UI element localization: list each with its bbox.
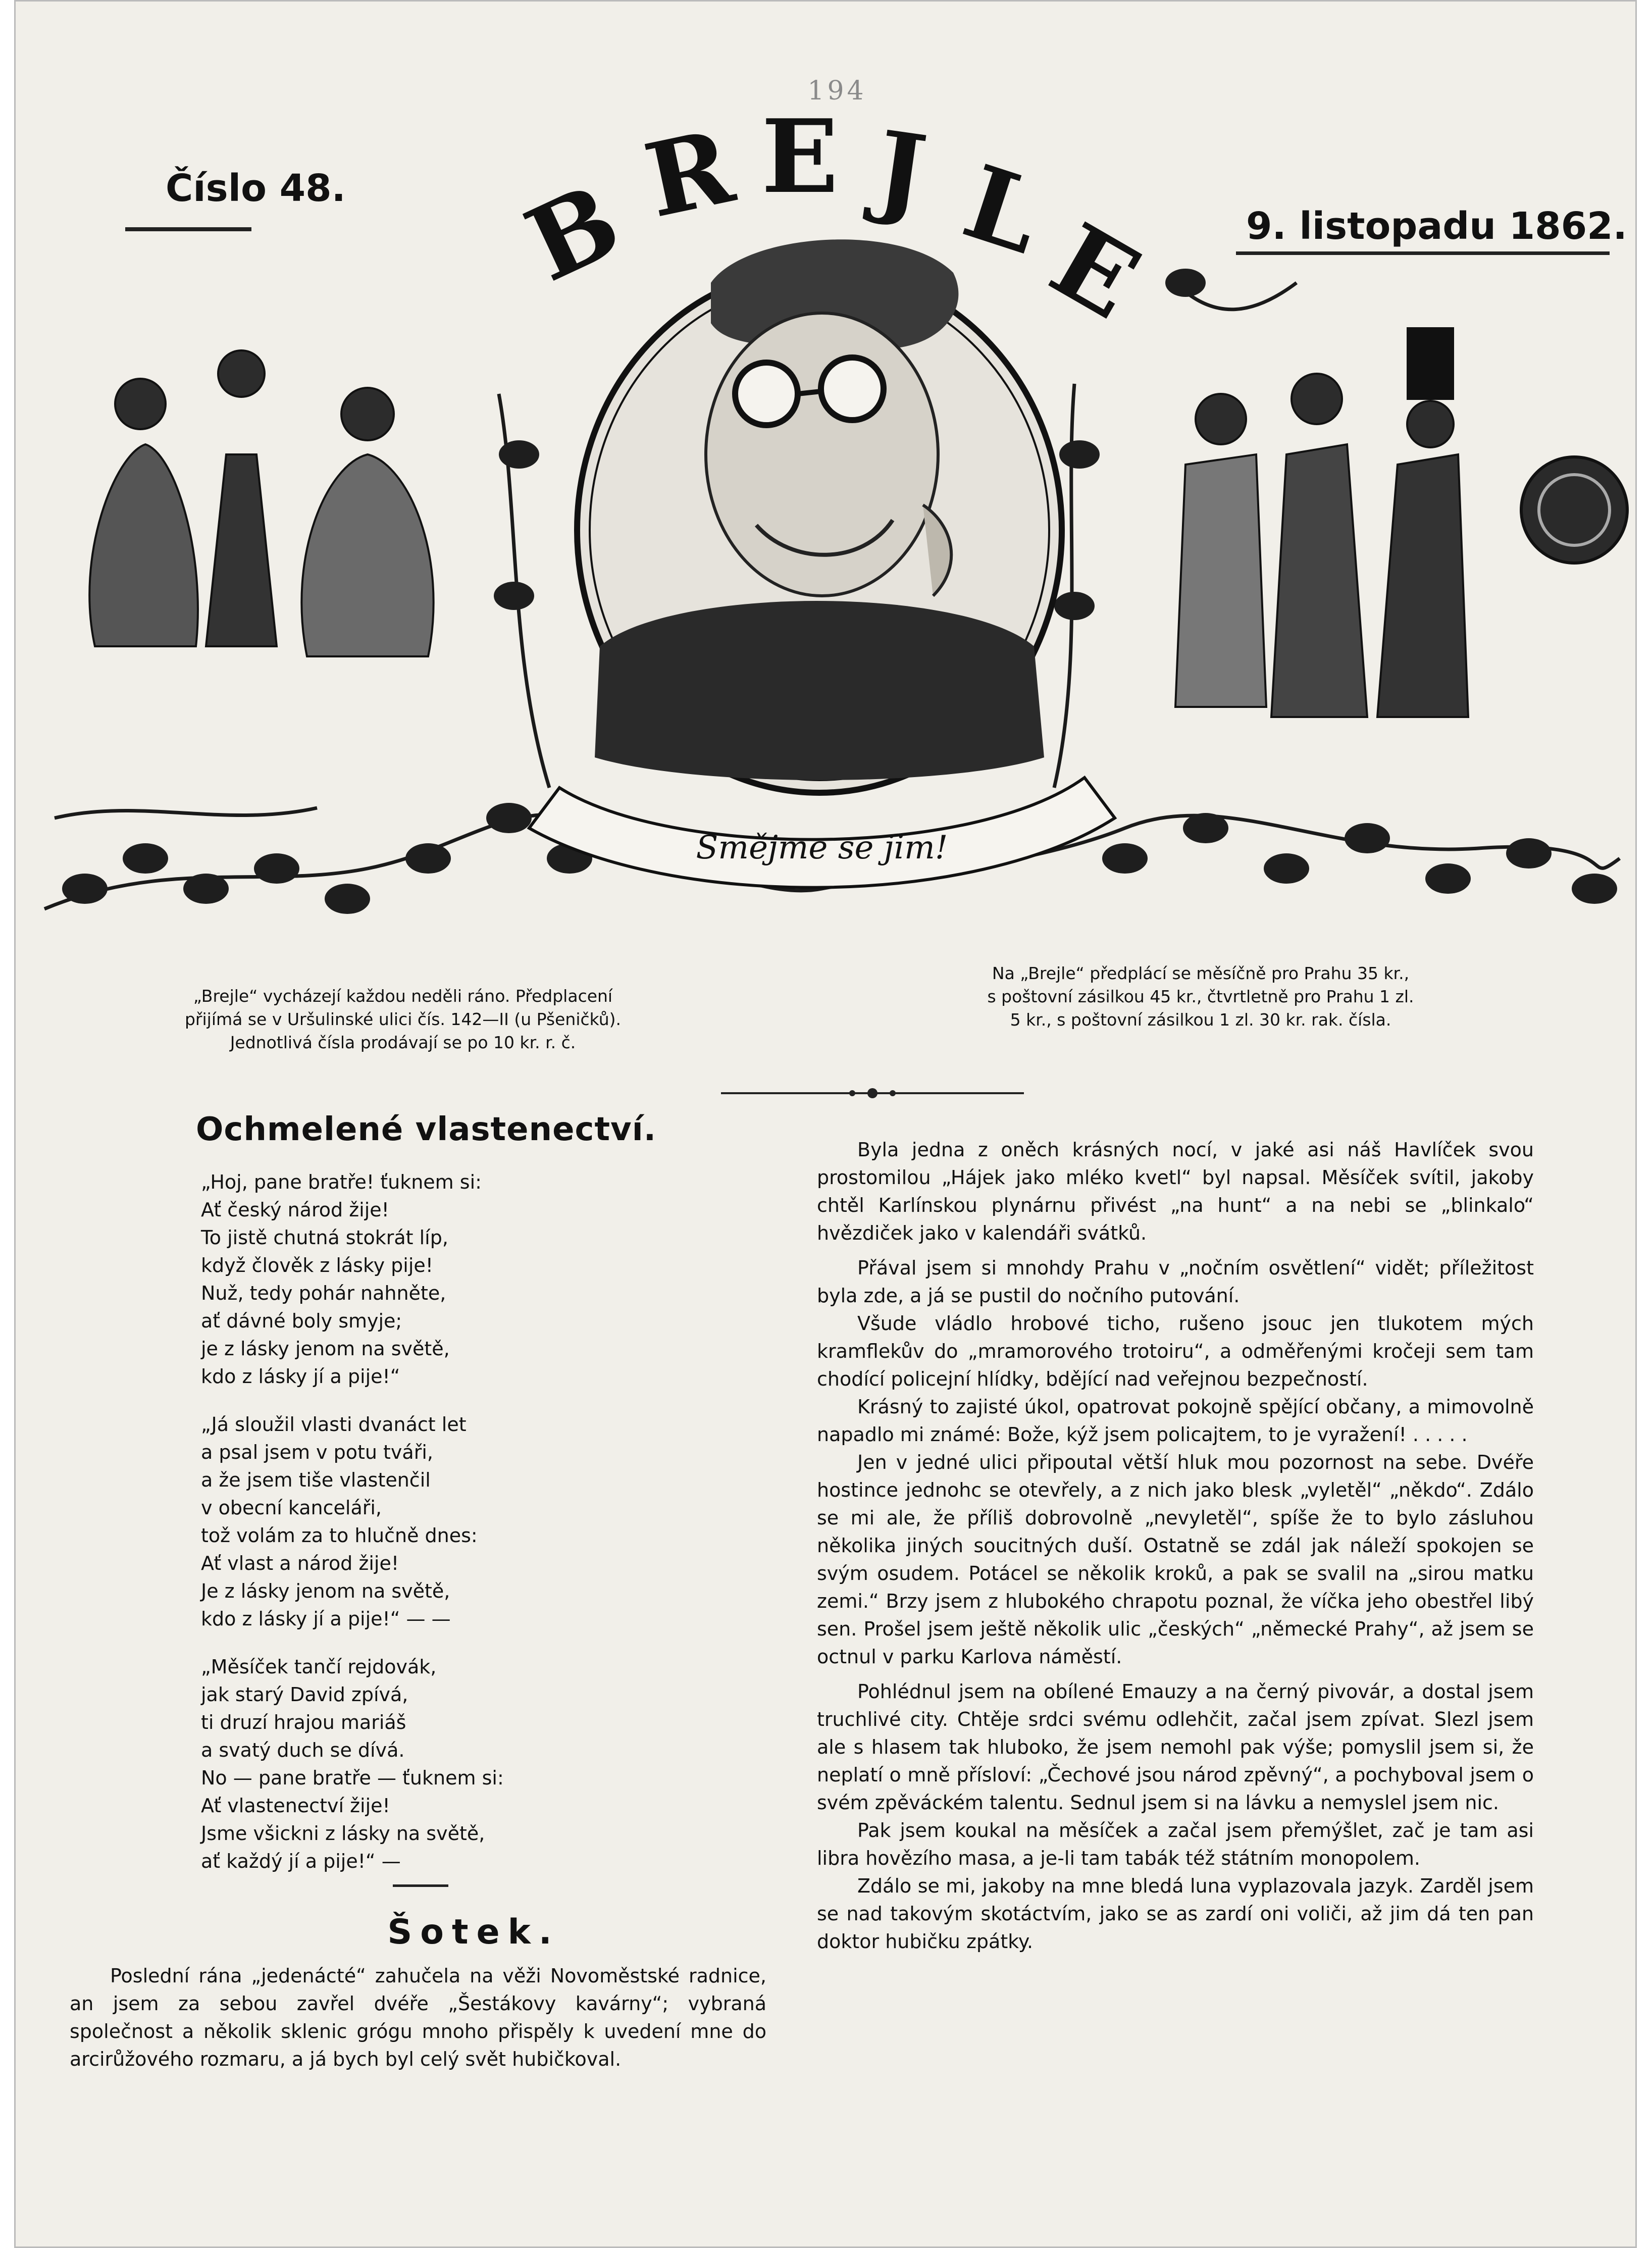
poem-line: kdo z lásky jí a pije!“ — —: [201, 1608, 451, 1630]
issue-date: 9. listopadu 1862.: [1246, 205, 1627, 248]
subscription-right: [923, 962, 1478, 1032]
section-rule: [393, 1884, 448, 1887]
spectacled-old-man-portrait: [577, 239, 1062, 793]
poem-line: a svatý duch se dívá.: [201, 1739, 405, 1761]
poem-line: To jistě chutná stokrát líp,: [201, 1227, 448, 1249]
poem-line: je z lásky jenom na světě,: [201, 1338, 450, 1360]
svg-text:B: B: [509, 161, 637, 305]
poem-line: když člověk z lásky pije!: [201, 1254, 434, 1276]
article-paragraph: Krásný to zajisté úkol, opatrovat pokojně spějící občany, a mimovolně napadlo mi známé: Bože, kýž jsem policajtem, to je vyražení! . . . . .: [817, 1396, 1534, 1446]
svg-text:E: E: [1032, 201, 1158, 342]
subscription-left: [130, 985, 676, 1054]
poem-line: a psal jsem v potu tváři,: [201, 1441, 433, 1463]
subscription-right-line: s poštovní zásilkou 45 kr., čtvrtletně pro Prahu 1 zl.: [987, 987, 1414, 1006]
subscription-right-line: 5 kr., s poštovní zásilkou 1 zl. 30 kr. rak. čísla.: [1010, 1010, 1391, 1030]
poem-line: „Hoj, pane bratře! ťuknem si:: [201, 1171, 482, 1193]
dancing-ladies-figures: [89, 350, 433, 656]
article-paragraph: Přával jsem si mnohdy Prahu v „nočním osvětlení“ vidět; příležitost byla zde, a já se pustil do nočního putování.: [817, 1257, 1534, 1307]
poem-line: ať dávné boly smyje;: [201, 1310, 402, 1332]
poem-line: ať každý jí a pije!“ —: [201, 1850, 401, 1872]
subscription-left-line: Jednotlivá čísla prodávají se po 10 kr. r. č.: [230, 1033, 576, 1052]
article-title: Šotek.: [387, 1912, 560, 1952]
poem-line: jak starý David zpívá,: [201, 1683, 408, 1706]
article-paragraph: Pak jsem koukal na měsíček a začal jsem přemýšlet, zač je tam asi libra hovězího masa, a je-li tam tabák též státním monopolem.: [817, 1819, 1534, 1869]
article-paragraph: Byla jedna z oněch krásných nocí, v jaké asi náš Havlíček svou prostomilou „Hájek jako mléko kvetl“ byl napsal. Měsíček svítil, jakoby chtěl Karlínskou plynárnu přivést „na hunt“ a na nebi se „blinkalo“ hvězdiček jako v kalendáři svátků.: [817, 1139, 1534, 1244]
poem-stanza: [201, 1411, 766, 1633]
motto-text: Smějme se jim!: [696, 829, 948, 866]
svg-text:E: E: [761, 97, 839, 216]
poem-stanza: [201, 1653, 766, 1875]
poem-line: tož volám za to hlučně dnes:: [201, 1524, 478, 1547]
svg-text:L: L: [951, 142, 1055, 278]
poem-line: „Já sloužil vlasti dvanáct let: [201, 1413, 467, 1436]
right-column: [817, 1136, 1534, 1956]
masthead-illustration: [14, 0, 1637, 1091]
article-paragraph: Všude vládlo hrobové ticho, rušeno jsouc jen tlukotem mých kramflekův do „mramorového trotoiru“, a odměřenými kročeji sem tam chodící policejní hlídky, bdějící nad veřejnou bezpečností.: [817, 1312, 1534, 1390]
poem-line: Jsme všickni z lásky na světě,: [201, 1822, 485, 1845]
issue-number: Číslo 48.: [166, 167, 346, 210]
svg-text:J: J: [869, 108, 933, 233]
poem-line: kdo z lásky jí a pije!“: [201, 1365, 400, 1388]
header-rule-right: [1236, 251, 1610, 255]
poem-line: „Měsíček tančí rejdovák,: [201, 1656, 437, 1678]
poem-line: Ať vlastenectví žije!: [201, 1795, 390, 1817]
subscription-left-line: přijímá se v Uršulinské ulici čís. 142—II (u Pšeničků).: [184, 1009, 622, 1029]
poem-line: No — pane bratře — ťuknem si:: [201, 1767, 504, 1789]
poem-line: Je z lásky jenom na světě,: [201, 1580, 450, 1602]
left-column: [70, 1111, 766, 2073]
article-paragraph: Poslední rána „jedenácté“ zahučela na věži Novoměstské radnice, an jsem za sebou zavřel dvéře „Šestákovy kavárny“; vybraná společnost a několik sklenic grógu mnoho přispěly k uvedení mne do arcirůžového rozmaru, a já bych byl celý svět hubičkoval.: [70, 1965, 766, 2070]
svg-text:R: R: [636, 107, 743, 241]
page-number: 194: [807, 76, 867, 106]
subscription-right-line: Na „Brejle“ předplácí se měsíčně pro Prahu 35 kr.,: [992, 963, 1410, 983]
article-paragraph: Pohlédnul jsem na obílené Emauzy a na černý pivovár, a dostal jsem truchlivé city. Chtěje srdci svému odlehčit, začal jsem zpívat. Slezl jsem ale s hlasem tak hluboko, že jsem nemohl pak výše; pomyslil jsem si, že neplatí o mně přísloví: „Čechové jsou národ zpěvný“, a pochyboval jsem o svém zpěváckém talentu. Sednul jsem si na lávku a nemyslel jsem nic.: [817, 1680, 1534, 1814]
article-paragraph: Zdálo se mi, jakoby na mne bledá luna vyplazovala jazyk. Zarděl jsem se nad takovým skotáctvím, jako se as zardí oni voliči, až jim dá ten pan doktor hubičku zpátky.: [817, 1875, 1534, 1953]
poem-title: Ochmelené vlastenectví.: [196, 1111, 656, 1148]
ornament-divider: [721, 1083, 1024, 1103]
poem-stanza: [201, 1168, 766, 1391]
gentlemen-figures: [1175, 328, 1468, 717]
masthead-artwork: [14, 0, 1637, 1091]
poem-line: v obecní kanceláři,: [201, 1497, 382, 1519]
poem-line: ti druzí hrajou mariáš: [201, 1711, 406, 1733]
poem-line: a že jsem tiše vlastenčil: [201, 1469, 431, 1491]
subscription-left-line: „Brejle“ vycházejí každou neděli ráno. Předplacení: [193, 986, 613, 1006]
newspaper-page: [14, 0, 1637, 2248]
round-stamp-seal: [1521, 457, 1627, 563]
poem-line: Nuž, tedy pohár nahněte,: [201, 1282, 446, 1304]
poem-line: Ať český národ žije!: [201, 1199, 389, 1221]
poem-line: Ať vlast a národ žije!: [201, 1552, 399, 1574]
header-rule-left: [125, 227, 251, 231]
article-paragraph: Jen v jedné ulici připoutal větší hluk mou pozornost na sebe. Dvéře hostince jednohc se otevřely, a z nich jako blesk „vyletěl“ „někdo“. Zdálo se mi ale, že příliš dobrovolně „nevyletěl“, spíše že to bylo zásluhou několika jiných soucitných duší. Ostatně se zdál jak náleží spokojen se svým osudem. Potácel se několik kroků, a pak se svalil na „sirou matku zemi.“ Brzy jsem z hlubokého chrapotu poznal, že víčka jeho obestřel libý sen. Prošel jsem ještě několik ulic „českých“ „německé Prahy“, až jsem se octnul v parku Karlova náměstí.: [817, 1451, 1534, 1668]
